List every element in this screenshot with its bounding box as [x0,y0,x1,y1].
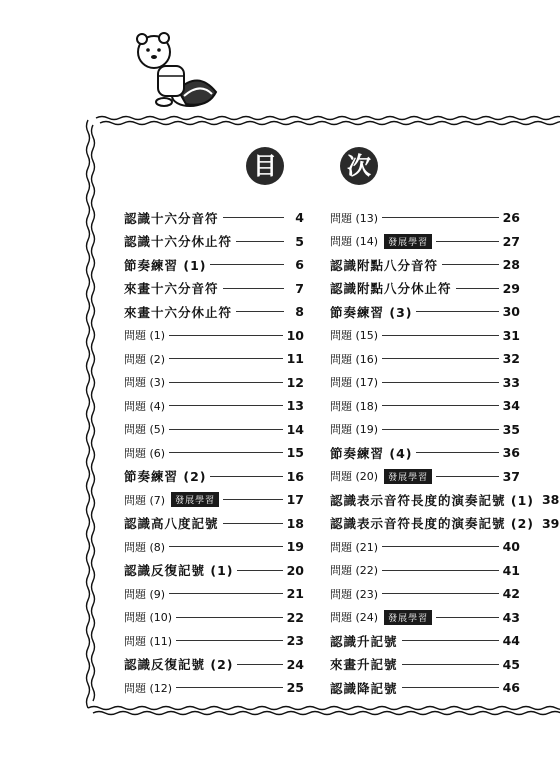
leader-line [382,546,499,547]
leader-line [382,570,499,571]
toc-entry-label: 來畫升記號 [330,657,398,673]
toc-entry-page-number: 42 [502,586,520,602]
toc-entry-page-number: 6 [295,257,304,273]
toc-entry-label: 問題 (20) [330,470,379,484]
toc-entry[interactable] [330,582,520,606]
toc-entry-label: 認識表示音符長度的演奏記號 (2) [330,516,534,532]
leader-line [402,664,499,665]
toc-entry[interactable] [330,230,520,254]
toc-entry[interactable] [124,371,304,395]
toc-entry[interactable] [124,441,304,465]
toc-entry-page-number: 43 [502,609,520,625]
toc-entry[interactable] [330,300,520,324]
page-title [0,147,560,187]
toc-entry[interactable] [330,418,520,442]
leader-line [382,593,499,594]
toc-entry-label: 問題 (3) [124,376,166,390]
toc-entry-page-number: 23 [286,633,304,649]
toc-entry[interactable] [330,277,520,301]
toc-entry-page-number: 26 [502,210,520,226]
leader-line [416,311,498,312]
toc-entry-page-number: 45 [502,656,520,672]
toc-entry[interactable] [124,253,304,277]
leader-line [382,429,499,430]
development-study-badge: 發展學習 [171,492,219,507]
toc-entry-label: 認識降記號 [330,680,398,696]
toc-entry-page-number: 10 [286,327,304,343]
toc-entry-page-number: 37 [502,468,520,484]
leader-line [416,452,498,453]
toc-entry[interactable] [330,465,520,489]
toc-entry-page-number: 27 [502,233,520,249]
leader-line [169,429,283,430]
toc-entry[interactable] [124,559,304,583]
toc-entry-page-number: 13 [286,398,304,414]
toc-entry[interactable] [124,277,304,301]
toc-entry[interactable] [124,653,304,677]
toc-entry[interactable] [330,606,520,630]
leader-line [436,476,499,477]
toc-entry-label: 問題 (2) [124,352,166,366]
leader-line [169,452,283,453]
toc-entry-label: 問題 (4) [124,399,166,413]
toc-entry-label: 問題 (24) [330,611,379,625]
leader-line [169,546,283,547]
toc-entry-label: 問題 (18) [330,399,379,413]
toc-entry[interactable] [330,347,520,371]
toc-entry-label: 節奏練習 (4) [330,445,413,461]
leader-line [442,264,499,265]
toc-entry[interactable] [124,324,304,348]
toc-entry-label: 問題 (14) [330,235,379,249]
toc-entry-page-number: 30 [502,304,520,320]
toc-entry[interactable] [124,629,304,653]
toc-entry-page-number: 15 [286,445,304,461]
toc-entry-label: 認識升記號 [330,633,398,649]
toc-entry-label: 問題 (12) [124,681,173,695]
toc-entry[interactable] [124,206,304,230]
toc-entry[interactable] [330,441,520,465]
toc-entry[interactable] [330,371,520,395]
toc-entry-page-number: 38 [541,492,560,508]
toc-entry[interactable] [330,512,560,536]
toc-entry-page-number: 4 [295,210,304,226]
leader-line [223,499,283,500]
leader-line [236,241,284,242]
toc-entry-page-number: 7 [295,280,304,296]
leader-line [169,405,283,406]
toc-entry[interactable] [124,606,304,630]
toc-entry-page-number: 29 [502,280,520,296]
leader-line [382,405,499,406]
toc-entry-label: 問題 (7) [124,493,166,507]
leader-line [436,241,499,242]
toc-entry[interactable] [330,206,520,230]
toc-entry[interactable] [330,324,520,348]
toc-entry-page-number: 25 [286,680,304,696]
toc-entry-label: 來畫十六分音符 [124,281,219,297]
toc-entry-label: 問題 (8) [124,540,166,554]
toc-entry-label: 問題 (21) [330,540,379,554]
toc-entry-page-number: 24 [286,656,304,672]
toc-entry[interactable] [330,535,520,559]
leader-line [382,358,499,359]
toc-entry[interactable] [124,582,304,606]
toc-entry-label: 問題 (5) [124,423,166,437]
leader-line [382,217,499,218]
title-char-mu: 目 [246,147,284,185]
leader-line [169,358,283,359]
toc-entry-label: 問題 (1) [124,329,166,343]
toc-entry[interactable] [330,653,520,677]
toc-entry[interactable] [330,676,520,700]
leader-line [223,523,283,524]
toc-entry-label: 認識附點八分音符 [330,257,439,273]
leader-line [176,617,283,618]
leader-line [223,288,284,289]
toc-entry-label: 認識高八度記號 [124,516,219,532]
toc-entry[interactable] [124,230,304,254]
toc-entry-page-number: 35 [502,421,520,437]
toc-entry-page-number: 39 [541,515,560,531]
toc-entry[interactable] [330,559,520,583]
leader-line [237,570,282,571]
leader-line [237,664,282,665]
toc-entry[interactable] [124,676,304,700]
toc-left-column [124,206,304,700]
leader-line [169,382,283,383]
bear-mascot-illustration [128,30,224,110]
toc-entry[interactable] [330,488,560,512]
toc-entry-label: 認識反復記號 (2) [124,657,234,673]
toc-entry[interactable] [124,300,304,324]
toc-entry-page-number: 40 [502,539,520,555]
toc-entry-page-number: 18 [286,515,304,531]
toc-right-column [330,206,560,700]
toc-entry-page-number: 34 [502,398,520,414]
leader-line [456,288,499,289]
leader-line [169,593,283,594]
leader-line [382,382,499,383]
leader-line [382,335,499,336]
toc-entry-page-number: 46 [502,680,520,696]
development-study-badge: 發展學習 [384,469,432,484]
toc-entry-page-number: 33 [502,374,520,390]
toc-entry-page-number: 11 [286,351,304,367]
toc-entry[interactable] [124,347,304,371]
toc-entry[interactable] [124,488,304,512]
toc-entry-label: 認識反復記號 (1) [124,563,234,579]
toc-entry[interactable] [330,253,520,277]
toc-entry-label: 節奏練習 (2) [124,469,207,485]
leader-line [210,476,282,477]
toc-entry-label: 問題 (15) [330,329,379,343]
toc-entry-label: 問題 (16) [330,352,379,366]
toc-entry[interactable] [330,394,520,418]
toc-entry[interactable] [330,629,520,653]
toc-entry-label: 問題 (10) [124,611,173,625]
toc-entry[interactable] [124,394,304,418]
leader-line [176,687,283,688]
toc-entry-label: 節奏練習 (3) [330,304,413,320]
toc-entry-label: 問題 (19) [330,423,379,437]
toc-entry-page-number: 12 [286,374,304,390]
leader-line [236,311,284,312]
leader-line [223,217,284,218]
toc-entry-page-number: 36 [502,445,520,461]
toc-entry-label: 問題 (6) [124,446,166,460]
title-char-ci: 次 [340,147,378,185]
toc-entry-page-number: 19 [286,539,304,555]
toc-entry-label: 認識十六分音符 [124,210,219,226]
toc-entry-label: 問題 (9) [124,587,166,601]
toc-entry-label: 問題 (23) [330,587,379,601]
development-study-badge: 發展學習 [384,610,432,625]
toc-entry-page-number: 28 [502,257,520,273]
toc-entry-label: 認識十六分休止符 [124,234,233,250]
toc-entry-label: 節奏練習 (1) [124,257,207,273]
toc-entry-page-number: 44 [502,633,520,649]
toc-entry-page-number: 16 [286,468,304,484]
leader-line [210,264,284,265]
toc-entry[interactable] [124,465,304,489]
leader-line [176,640,283,641]
leader-line [402,687,499,688]
toc-entry-page-number: 32 [502,351,520,367]
toc-entry-page-number: 17 [286,492,304,508]
toc-entry-page-number: 41 [502,562,520,578]
toc-entry[interactable] [124,535,304,559]
toc-entry-label: 認識表示音符長度的演奏記號 (1) [330,492,534,508]
toc-entry-page-number: 21 [286,586,304,602]
toc-entry-page-number: 31 [502,327,520,343]
leader-line [436,617,499,618]
leader-line [169,335,283,336]
toc-entry[interactable] [124,418,304,442]
toc-entry-label: 認識附點八分休止符 [330,281,452,297]
toc-entry-label: 問題 (11) [124,634,173,648]
leader-line [402,640,499,641]
toc-entry-label: 問題 (13) [330,211,379,225]
development-study-badge: 發展學習 [384,234,432,249]
toc-entry-label: 問題 (17) [330,376,379,390]
toc-entry-page-number: 14 [286,421,304,437]
toc-entry-label: 來畫十六分休止符 [124,304,233,320]
toc-entry-label: 問題 (22) [330,564,379,578]
toc-entry[interactable] [124,512,304,536]
toc-entry-page-number: 5 [295,233,304,249]
toc-entry-page-number: 22 [286,609,304,625]
toc-entry-page-number: 20 [286,562,304,578]
toc-entry-page-number: 8 [295,304,304,320]
